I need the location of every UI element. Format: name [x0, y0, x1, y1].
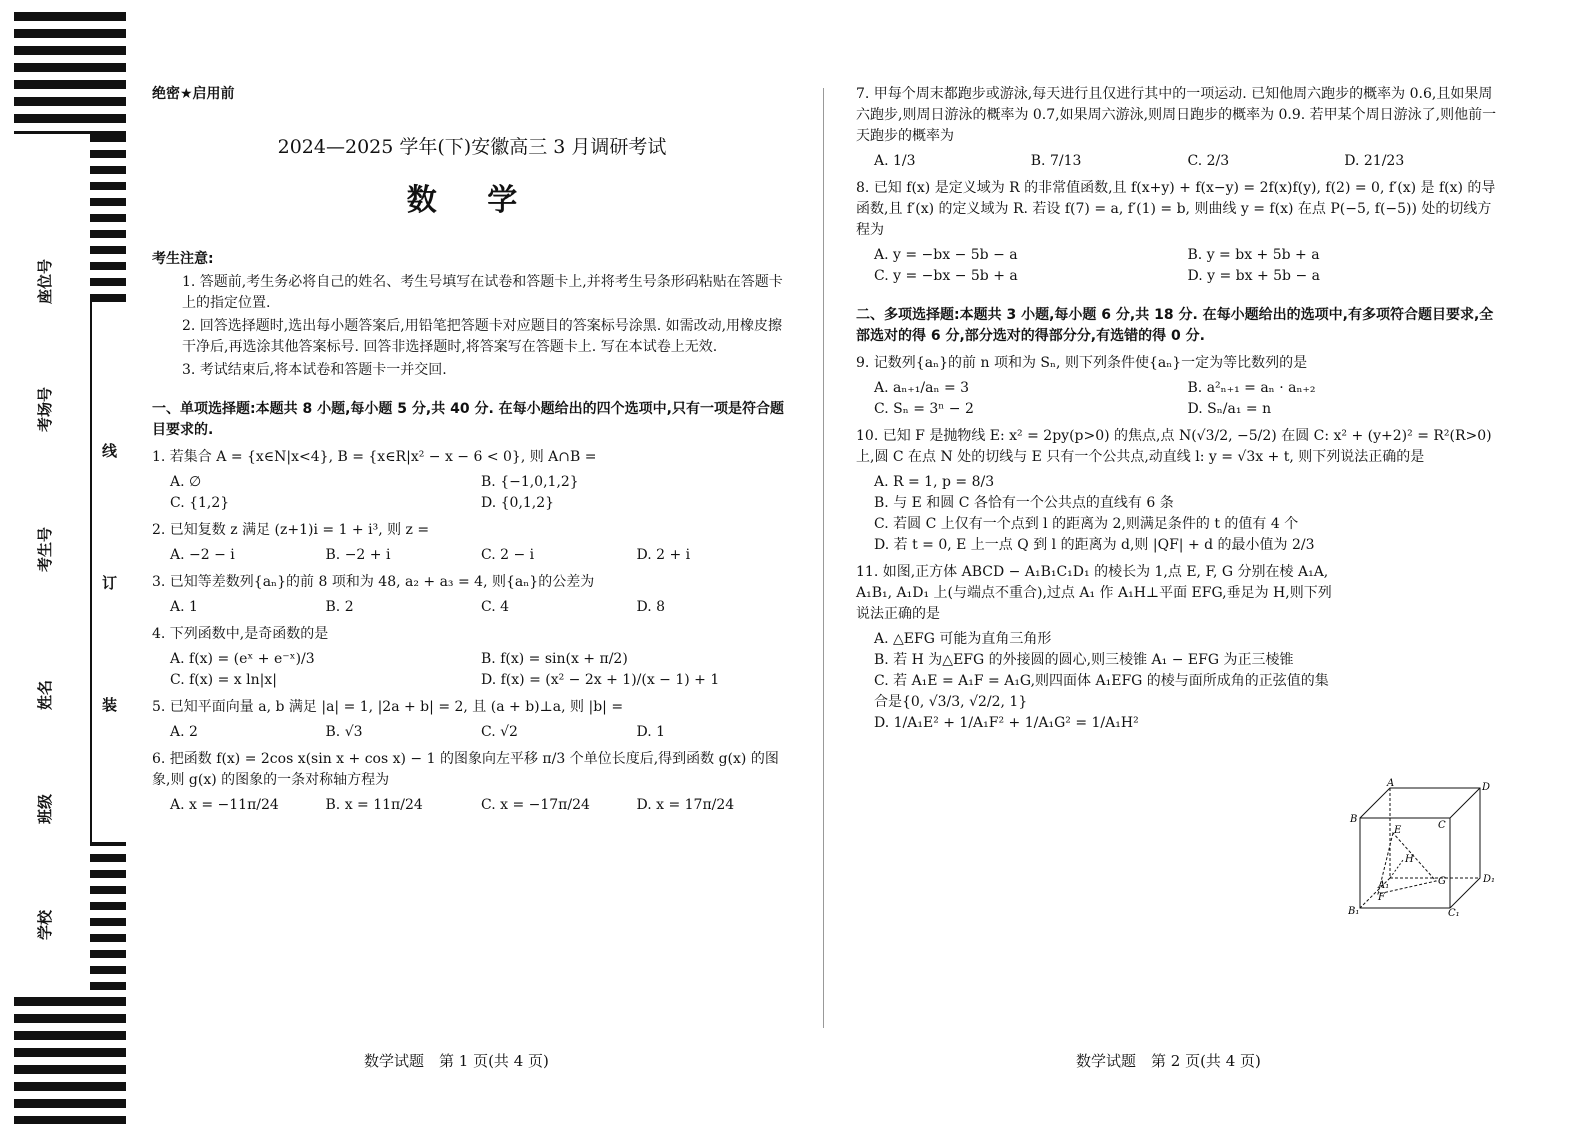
- cube-label: C₁: [1448, 908, 1460, 918]
- question-stem: 2. 已知复数 z 满足 (z+1)i = 1 + i³, 则 z =: [152, 521, 430, 538]
- cube-label: D: [1482, 782, 1491, 793]
- field-school: 学校: [36, 909, 54, 940]
- question-5: [152, 697, 792, 743]
- footer-page-2: 数学试题 第 2 页(共 4 页): [1076, 1052, 1261, 1070]
- mark-line: 线: [102, 442, 118, 460]
- barcode-top: [14, 12, 126, 134]
- cube-label: B₁: [1348, 906, 1360, 917]
- exam-title: 2024—2025 学年(下)安徽高三 3 月调研考试: [277, 136, 667, 158]
- option-c: C. 4: [481, 598, 510, 615]
- option-d: D. 1: [636, 723, 666, 740]
- question-1: [152, 447, 792, 514]
- cube-label: E: [1394, 825, 1402, 836]
- mark-bind: 订: [102, 574, 118, 592]
- option-b: B. −2 + i: [325, 546, 391, 563]
- question-stem: 9. 记数列{aₙ}的前 n 项和为 Sₙ, 则下列条件使{aₙ}一定为等比数列的是: [856, 355, 1308, 371]
- question-stem: 7. 甲每个周末都跑步或游泳,每天进行且仅进行其中的一项运动. 已知他周六跑步的概率为 0.6,且如果周六跑步,则周日游泳的概率为 0.7,如果周六游泳,则周日跑步的概率为 0.9. 若甲某个周日游泳了,则他前一天跑步的概率为: [856, 86, 1497, 144]
- option-a: A. x = −11π/24: [170, 796, 279, 813]
- cube-label: H: [1405, 854, 1414, 865]
- question-9: [856, 353, 1501, 420]
- option-d: D. 2 + i: [636, 546, 691, 563]
- option-c: C. f(x) = x ln|x|: [170, 671, 277, 688]
- option-b: B. 7/13: [1030, 153, 1082, 169]
- option-a: A. −2 − i: [170, 546, 235, 563]
- option-b: B. {−1,0,1,2}: [481, 473, 579, 490]
- question-stem: 6. 把函数 f(x) = 2cos x(sin x + cos x) − 1 的图象向左平移 π/3 个单位长度后,得到函数 g(x) 的图象,则 g(x) 的图象的一条对称轴方程为: [152, 750, 779, 788]
- question-7: [856, 84, 1501, 172]
- option-c: C. x = −17π/24: [481, 796, 590, 813]
- cube-label: A₁: [1378, 880, 1390, 891]
- footer-page-1: 数学试题 第 1 页(共 4 页): [364, 1052, 549, 1070]
- option-d: D. 8: [636, 598, 666, 615]
- option-a: A. 2: [170, 723, 198, 740]
- question-stem: 4. 下列函数中,是奇函数的是: [152, 625, 329, 642]
- cube-label: D₁: [1483, 874, 1496, 885]
- option-b: B. a²ₙ₊₁ = aₙ · aₙ₊₂: [1187, 380, 1316, 396]
- field-room: 考场号: [36, 386, 54, 432]
- option-c: C. 若 A₁E = A₁F = A₁G,则四面体 A₁EFG 的棱与面所成角的正弦值的集合是{0, √3/3, √2/2, 1}: [874, 673, 1329, 710]
- section-2-heading: 二、多项选择题:本题共 3 小题,每小题 6 分,共 18 分. 在每小题给出的选项中,有多项符合题目要求,全部选对的得 6 分,部分选对的得部分分,有选错的得 0 分.: [856, 307, 1494, 344]
- option-b: B. 若 H 为△EFG 的外接圆的圆心,则三棱锥 A₁ − EFG 为正三棱锥: [874, 652, 1294, 668]
- option-a: A. △EFG 可能为直角三角形: [874, 631, 1052, 647]
- question-6: [152, 749, 792, 816]
- option-d: D. Sₙ/a₁ = n: [1187, 401, 1272, 417]
- notice-item: 2. 回答选择题时,选出每小题答案后,用铅笔把答题卡对应题目的答案标号涂黑. 如需改动,用橡皮擦干净后,再选涂其他答案标号. 回答非选择题时,将答案写在答题卡上. 写在本试卷上无效.: [182, 317, 783, 355]
- binding-sidebar: [14, 12, 126, 1124]
- page-1-column: [152, 84, 792, 816]
- field-class: 班级: [36, 793, 54, 824]
- option-c: C. 2 − i: [481, 546, 535, 563]
- question-3: [152, 572, 792, 618]
- question-4: [152, 624, 792, 691]
- option-d: D. {0,1,2}: [481, 494, 555, 511]
- option-c: C. √2: [481, 723, 518, 740]
- cube-label: F: [1378, 892, 1385, 903]
- question-2: [152, 520, 792, 566]
- page-2-column: [856, 84, 1501, 734]
- option-c: C. 2/3: [1187, 153, 1230, 169]
- cube-label: G: [1438, 876, 1446, 887]
- cube-figure: [1348, 778, 1498, 918]
- notice-item: 3. 考试结束后,将本试卷和答题卡一并交回.: [182, 361, 447, 378]
- section-1-heading: 一、单项选择题:本题共 8 小题,每小题 5 分,共 40 分. 在每小题给出的四个选项中,只有一项是符合题目要求的.: [152, 400, 784, 438]
- segment-a1h: [1390, 860, 1403, 878]
- option-a: A. f(x) = (eˣ + e⁻ˣ)/3: [170, 650, 315, 667]
- column-divider: [823, 88, 824, 1028]
- notice-title: 考生注意:: [152, 250, 214, 267]
- option-b: B. x = 11π/24: [325, 796, 423, 813]
- subject-title: 数 学: [406, 182, 538, 218]
- question-11: [856, 562, 1336, 734]
- question-stem: 5. 已知平面向量 a, b 满足 |a| = 1, |2a + b| = 2, 且 (a + b)⊥a, 则 |b| =: [152, 698, 624, 715]
- cube-label: C: [1438, 820, 1446, 831]
- question-stem: 11. 如图,正方体 ABCD − A₁B₁C₁D₁ 的棱长为 1,点 E, F, G 分别在棱 A₁A, A₁B₁, A₁D₁ 上(与端点不重合),过点 A₁ 作 A₁H⊥平面 EFG,垂足为 H,则下列说法正确的是: [856, 564, 1332, 622]
- notice-item: 1. 答题前,考生务必将自己的姓名、考生号填写在试卷和答题卡上,并将考生号条形码粘贴在答题卡上的指定位置.: [182, 273, 783, 311]
- field-name: 姓名: [36, 679, 54, 710]
- option-a: A. 1: [170, 598, 198, 615]
- option-d: D. 1/A₁E² + 1/A₁F² + 1/A₁G² = 1/A₁H²: [874, 715, 1139, 731]
- barcode-bottom: [14, 997, 126, 1124]
- cube-label: A: [1387, 778, 1395, 789]
- option-d: D. 21/23: [1344, 153, 1405, 169]
- option-b: B. f(x) = sin(x + π/2): [481, 650, 628, 667]
- option-b: B. y = bx + 5b + a: [1187, 247, 1320, 263]
- option-b: B. 2: [325, 598, 354, 615]
- option-a: A. ∅: [170, 473, 202, 490]
- field-seat: 座位号: [36, 258, 54, 304]
- option-d: D. x = 17π/24: [636, 796, 735, 813]
- option-d: D. 若 t = 0, E 上一点 Q 到 l 的距离为 d,则 |QF| + d 的最小值为 2/3: [874, 537, 1315, 553]
- field-exam-number: 考生号: [36, 526, 54, 572]
- question-stem: 10. 已知 F 是抛物线 E: x² = 2py(p>0) 的焦点,点 N(√3/2, −5/2) 在圆 C: x² + (y+2)² = R²(R>0) 上,圆 C 在点 N 处的切线与 E 只有一个公共点,动直线 l: y = √3x + t, 则下列说法正确的是: [856, 428, 1492, 465]
- option-a: A. y = −bx − 5b − a: [874, 247, 1018, 263]
- question-stem: 1. 若集合 A = {x∈N|x<4}, B = {x∈R|x² − x − 6 < 0}, 则 A∩B =: [152, 448, 597, 465]
- option-a: A. 1/3: [874, 153, 916, 169]
- option-b: B. √3: [325, 723, 363, 740]
- option-a: A. aₙ₊₁/aₙ = 3: [874, 380, 970, 396]
- question-8: [856, 178, 1501, 287]
- option-b: B. 与 E 和圆 C 各恰有一个公共点的直线有 6 条: [874, 495, 1174, 511]
- mark-staple: 装: [102, 696, 118, 714]
- question-stem: 3. 已知等差数列{aₙ}的前 8 项和为 48, a₂ + a₃ = 4, 则{aₙ}的公差为: [152, 573, 595, 590]
- question-10: [856, 426, 1501, 556]
- option-c: C. Sₙ = 3ⁿ − 2: [874, 401, 974, 417]
- option-a: A. R = 1, p = 8/3: [874, 474, 995, 490]
- option-d: D. f(x) = (x² − 2x + 1)/(x − 1) + 1: [481, 671, 720, 688]
- cube-label: B: [1350, 814, 1358, 825]
- question-stem: 8. 已知 f(x) 是定义域为 R 的非常值函数,且 f(x+y) + f(x−y) = 2f(x)f(y), f(2) = 0, f′(x) 是 f(x) 的导函数,且 f′(x) 的定义域为 R. 若设 f(7) = a, f′(1) = b, 则曲线 y = f(x) 在点 P(−5, f(−5)) 处的切线方程为: [856, 180, 1496, 238]
- option-c: C. 若圆 C 上仅有一个点到 l 的距离为 2,则满足条件的 t 的值有 4 个: [874, 516, 1299, 532]
- option-c: C. {1,2}: [170, 494, 230, 511]
- option-d: D. y = bx + 5b − a: [1187, 268, 1321, 284]
- secret-label: 绝密★启用前: [152, 86, 235, 102]
- option-c: C. y = −bx − 5b + a: [874, 268, 1018, 284]
